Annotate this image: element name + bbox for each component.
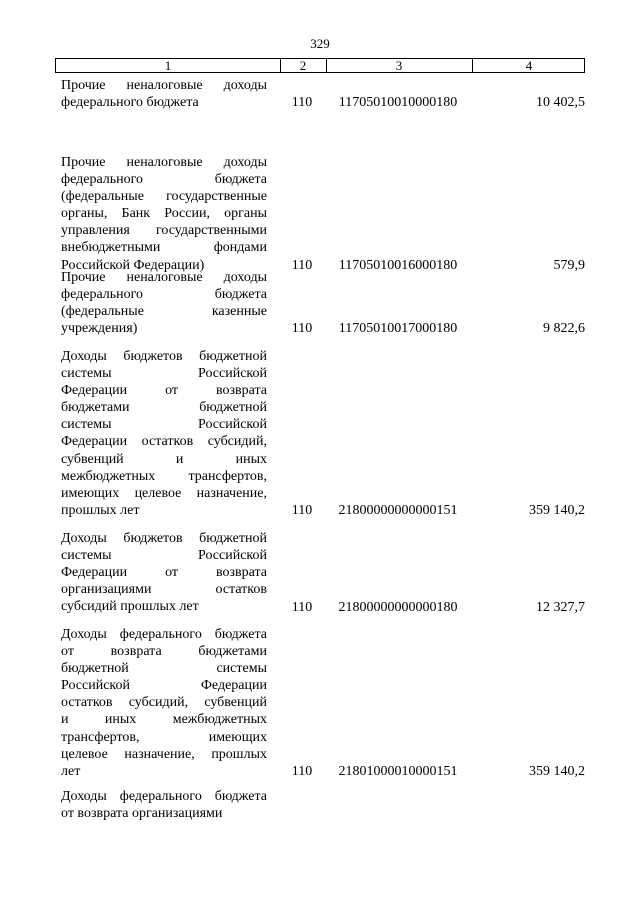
description-line: от возврата организациями <box>61 806 223 822</box>
description-line: управления государственными <box>61 223 267 239</box>
table-row <box>55 626 585 780</box>
row-code-value: 110 <box>291 763 313 779</box>
description-line: межбюджетных трансфертов, <box>61 468 267 484</box>
row-description <box>61 788 267 822</box>
row-code-value: 110 <box>291 503 313 518</box>
row-sum-value: 359 140,2 <box>529 763 585 779</box>
table-row <box>55 269 585 337</box>
header-col-2: 2 <box>299 58 307 73</box>
row-description <box>61 77 267 111</box>
row-kbk-value: 11705010016000180 <box>338 257 458 273</box>
row-sum-value: 10 402,5 <box>536 95 585 111</box>
page-number: 329 <box>310 36 330 51</box>
description-line: Доходы бюджетов бюджетной <box>61 531 267 546</box>
table-row <box>55 348 585 519</box>
description-line: Прочие неналоговые доходы <box>61 78 267 93</box>
description-line: Российской Федерации) <box>61 257 205 273</box>
description-line: Прочие неналоговые доходы <box>61 270 267 285</box>
row-description <box>61 530 267 615</box>
description-line: Российской Федерации <box>61 678 267 694</box>
description-line: федерального бюджета <box>61 95 199 111</box>
description-line: органы, Банк России, органы <box>61 206 267 222</box>
row-code-value: 110 <box>291 599 313 615</box>
description-line: учреждения) <box>61 321 138 337</box>
table-row <box>55 530 585 616</box>
description-line: Федерации остатков субсидий, <box>61 434 267 450</box>
description-line: субвенций и иных <box>61 451 267 467</box>
row-sum-value: 9 822,6 <box>543 321 585 337</box>
description-line: целевое назначение, прошлых <box>61 746 267 762</box>
row-description <box>61 154 267 274</box>
description-line: системы Российской <box>61 548 267 564</box>
description-line: лет <box>61 763 81 779</box>
description-line: внебюджетными фондами <box>61 240 267 256</box>
table-row <box>55 154 585 274</box>
row-sum-value: 359 140,2 <box>529 503 585 518</box>
description-line: Федерации от возврата <box>61 383 267 399</box>
row-description <box>61 626 267 780</box>
table-header <box>55 58 585 73</box>
header-col-4: 4 <box>525 58 533 73</box>
description-line: субсидий прошлых лет <box>61 599 199 615</box>
description-line: трансфертов, имеющих <box>61 729 267 745</box>
description-line: (федеральные казенные <box>61 304 267 320</box>
row-sum-value: 12 327,7 <box>536 599 585 615</box>
description-line: системы Российской <box>61 417 267 433</box>
description-line: организациями остатков <box>61 582 267 598</box>
row-description <box>61 269 267 337</box>
description-line: остатков субсидий, субвенций <box>61 695 267 711</box>
description-line: Федерации от возврата <box>61 565 267 581</box>
description-line: Доходы бюджетов бюджетной <box>61 349 267 364</box>
table-row <box>55 788 585 822</box>
row-description <box>61 348 267 519</box>
description-line: Доходы федерального бюджета <box>61 627 267 642</box>
row-kbk-value: 11705010017000180 <box>338 321 458 337</box>
description-line: системы Российской <box>61 366 267 382</box>
row-code-value: 110 <box>291 95 313 111</box>
description-line: бюджетной системы <box>61 661 267 677</box>
description-line: имеющих целевое назначение, <box>61 485 267 501</box>
row-code-value: 110 <box>291 257 313 273</box>
description-line: бюджетами бюджетной <box>61 400 267 416</box>
header-col-3: 3 <box>395 58 403 73</box>
row-kbk-value: 11705010010000180 <box>338 95 458 111</box>
row-kbk-value: 21800000000000180 <box>338 599 458 615</box>
description-line: от возврата бюджетами <box>61 644 267 660</box>
row-kbk-value: 21800000000000151 <box>338 503 458 518</box>
description-line: прошлых лет <box>61 502 140 518</box>
row-sum-value: 579,9 <box>553 257 585 273</box>
description-line: федерального бюджета <box>61 287 267 303</box>
description-line: и иных межбюджетных <box>61 712 267 728</box>
table-row <box>55 77 585 111</box>
header-col-1: 1 <box>164 58 172 73</box>
row-kbk-value: 21801000010000151 <box>338 763 458 779</box>
description-line: (федеральные государственные <box>61 189 267 205</box>
description-line: Прочие неналоговые доходы <box>61 155 267 170</box>
row-code-value: 110 <box>291 321 313 337</box>
description-line: федерального бюджета <box>61 172 267 188</box>
description-line: Доходы федерального бюджета <box>61 789 267 804</box>
